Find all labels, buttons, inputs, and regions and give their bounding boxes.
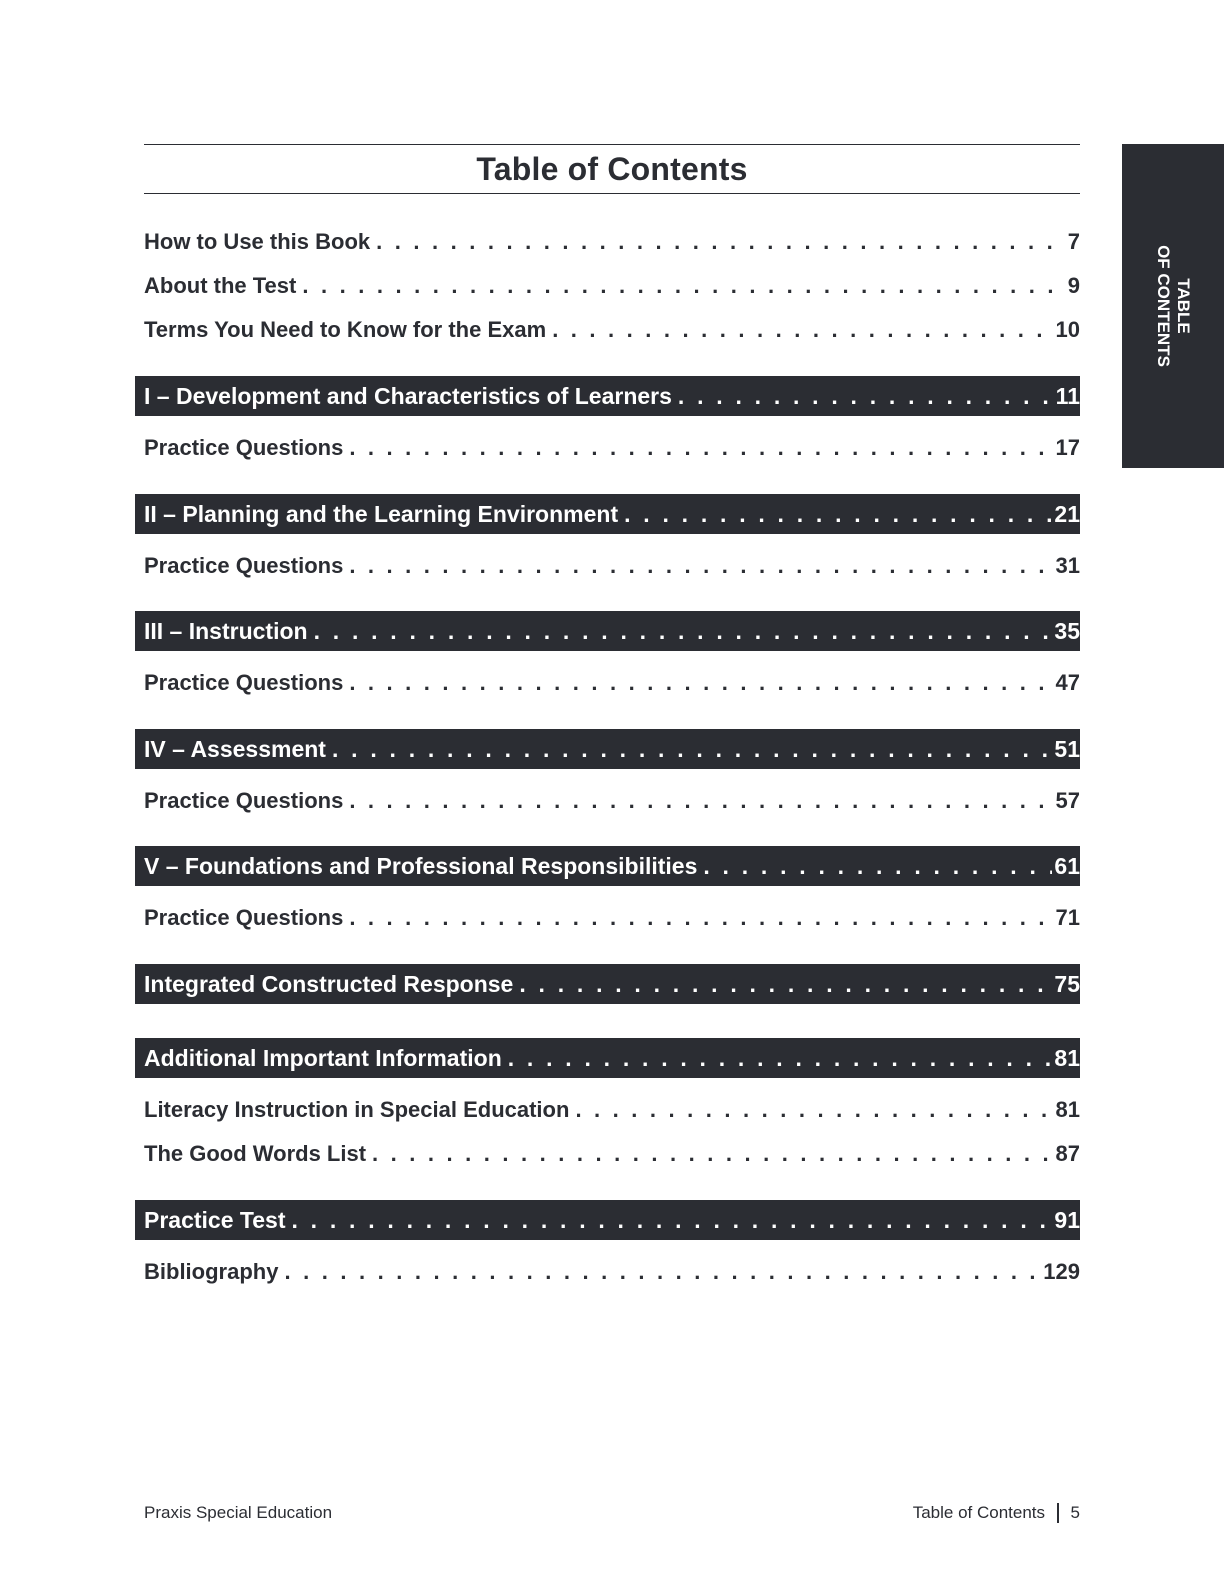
toc-section-label: III – Instruction [144,617,308,644]
toc-entry-label: Practice Questions [144,670,344,695]
dot-leader [349,905,1053,931]
toc-entry-page: 17 [1055,435,1080,460]
dot-leader [376,229,1066,255]
toc-section-label: Integrated Constructed Response [144,970,514,997]
toc-section-practice-test[interactable] [135,1200,1080,1240]
dot-leader [314,618,1053,645]
toc-section-label: Additional Important Information [144,1044,502,1071]
toc-section-planning[interactable] [135,494,1080,534]
toc-entry-label: Practice Questions [144,435,344,460]
dot-leader [332,736,1052,763]
toc-entry-label: Terms You Need to Know for the Exam [144,317,547,342]
dot-leader [302,273,1065,299]
toc-entry-page: 81 [1055,1097,1080,1122]
toc-section-page: 81 [1054,1044,1080,1071]
page-title: Table of Contents [476,150,748,187]
dot-leader [291,1207,1052,1234]
toc-entry-page: 87 [1055,1141,1080,1166]
toc-section-additional[interactable] [135,1038,1080,1078]
toc-entry-page: 9 [1067,273,1080,298]
toc-entry-label: Practice Questions [144,553,344,578]
toc-section-page: 35 [1054,617,1080,644]
toc-section-label: I – Development and Characteristics of Learners [144,382,672,409]
side-tab-label [1153,245,1193,367]
title-block [144,144,1080,194]
toc-entry-terms[interactable] [135,310,1080,350]
toc-section-page: 61 [1054,852,1080,879]
toc-section-foundations[interactable] [135,846,1080,886]
footer-book-title: Praxis Special Education [144,1503,333,1522]
toc-entry-label: The Good Words List [144,1141,367,1166]
dot-leader [552,317,1053,343]
dot-leader [284,1259,1041,1285]
toc-section-integrated[interactable] [135,964,1080,1004]
toc-entry-page: 71 [1055,905,1080,930]
dot-leader [349,670,1053,696]
toc-entry-label: Practice Questions [144,905,344,930]
toc-section-label: II – Planning and the Learning Environment [144,500,619,527]
dot-leader [508,1045,1053,1072]
footer-divider [1057,1503,1059,1523]
dot-leader [349,553,1053,579]
dot-leader [519,971,1052,998]
toc-entry-practice-questions[interactable] [135,781,1080,821]
toc-entry-practice-questions[interactable] [135,428,1080,468]
toc-section-assessment[interactable] [135,729,1080,769]
toc-entry-bibliography[interactable] [135,1252,1080,1292]
toc-section-page: 91 [1054,1206,1080,1233]
toc-entry-practice-questions[interactable] [135,546,1080,586]
toc-section-label: IV – Assessment [144,735,326,762]
toc-entry-label: How to Use this Book [144,229,371,254]
toc-entry-label: Bibliography [144,1259,279,1284]
footer-page-info [913,1503,1080,1523]
toc-entry-how-to-use[interactable] [135,222,1080,262]
dot-leader [703,853,1052,880]
toc-entry-page: 10 [1055,317,1080,342]
toc-entry-page: 7 [1067,229,1080,254]
toc-section-instruction[interactable] [135,611,1080,651]
dot-leader [349,788,1053,814]
toc-entry-page: 57 [1055,788,1080,813]
toc-entry-page: 129 [1043,1259,1080,1284]
toc-section-label: V – Foundations and Professional Responsibilities [144,852,698,879]
toc-entry-label: Practice Questions [144,788,344,813]
toc-entry-practice-questions[interactable] [135,663,1080,703]
side-tab-line-2: OF CONTENTS [1154,245,1173,367]
dot-leader [678,383,1054,410]
dot-leader [372,1141,1053,1167]
toc-section-page: 51 [1054,735,1080,762]
toc-section-page: 11 [1055,382,1080,409]
toc-entry-good-words[interactable] [135,1134,1080,1174]
toc-entry-label: About the Test [144,273,297,298]
toc-section-development[interactable] [135,376,1080,416]
toc-entry-page: 47 [1055,670,1080,695]
dot-leader [575,1097,1053,1123]
toc-entry-practice-questions[interactable] [135,898,1080,938]
toc-section-page: 21 [1054,500,1080,527]
dot-leader [624,501,1052,528]
footer-page-number: 5 [1070,1503,1080,1522]
side-tab [1122,144,1224,468]
toc-section-page: 75 [1054,970,1080,997]
toc-entry-literacy[interactable] [135,1090,1080,1130]
toc-section-label: Practice Test [144,1206,286,1233]
toc-entry-label: Literacy Instruction in Special Education [144,1097,570,1122]
dot-leader [349,435,1053,461]
toc-entry-page: 31 [1055,553,1080,578]
toc-entry-about-test[interactable] [135,266,1080,306]
side-tab-line-1: TABLE [1174,278,1193,334]
footer-section-name: Table of Contents [912,1503,1046,1522]
